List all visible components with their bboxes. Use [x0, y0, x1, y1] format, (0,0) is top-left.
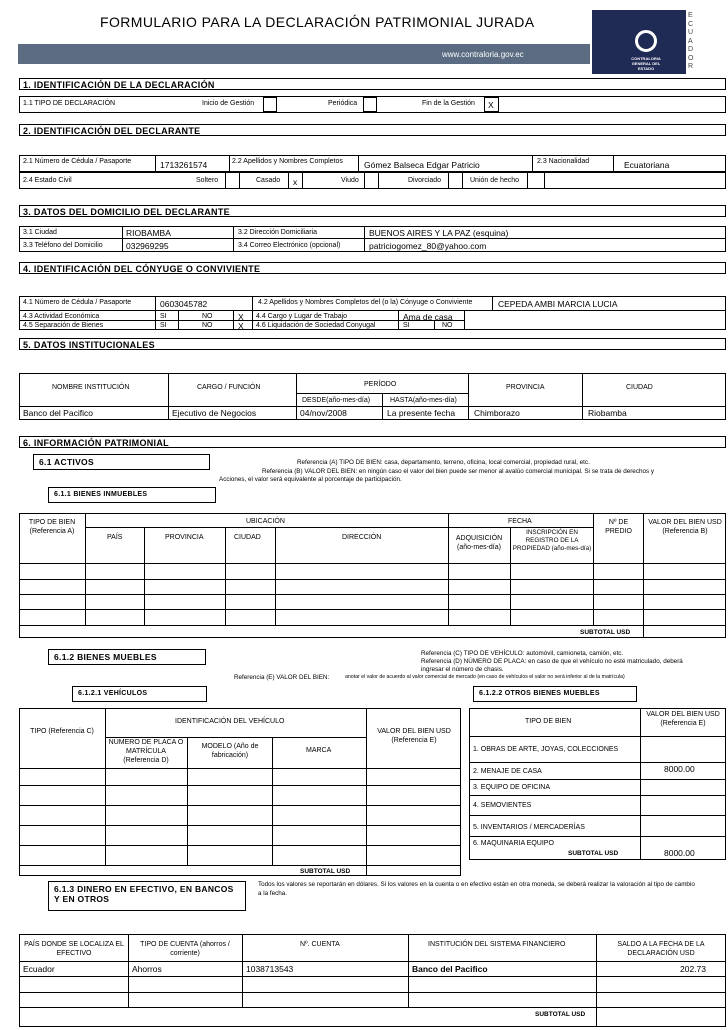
din-h-saldo: SALDO A LA FECHA DE LA DECLARACIÓN USD	[617, 941, 705, 957]
inm-h-insc: INSCRIPCIÓN EN REGISTRO DE LA PROPIEDAD (año-mes-día)	[512, 529, 592, 552]
s2-casado-mark: x	[293, 177, 298, 187]
ref-e: anotar el valor de acuerdo al valor comercial de mercado (en caso de vehículos el valor no será inferior al de la matrícula)	[345, 674, 625, 680]
section-2-title: 2. IDENTIFICACIÓN DEL DECLARANTE	[19, 124, 726, 136]
ref-e-label: Referencia (E) VALOR DEL BIEN:	[234, 674, 330, 681]
s5-inst: Banco del Pacifico	[23, 408, 93, 418]
s2-cedula-label: 2.1 Número de Cédula / Pasaporte	[23, 158, 132, 165]
inm-h-ubic: UBICACIÓN	[246, 518, 285, 525]
otros-h-valor: VALOR DEL BIEN USD (Referencia E)	[646, 711, 720, 727]
s4-nombres: CEPEDA AMBI MARCIA LUCIA	[498, 299, 618, 309]
inm-h-adq: ADQUISICIÓN (año-mes-día)	[455, 535, 503, 551]
ref-b: Referencia (B) VALOR DEL BIEN: en ningún caso el valor del bien puede ser menor al avalúo comercial municipal. Si se trata de derechos y	[262, 468, 655, 475]
veh-subtotal-label: SUBTOTAL USD	[300, 868, 351, 875]
s1-inicio: Inicio de Gestión	[202, 100, 255, 107]
s2-divorciado-check[interactable]	[448, 172, 463, 189]
ref-d2: ingresar el número de chasis.	[421, 666, 504, 673]
s2-soltero: Soltero	[196, 177, 219, 184]
s2-soltero-check[interactable]	[225, 172, 240, 189]
inm-h-fecha: FECHA	[508, 518, 532, 525]
section-5-title: 5. DATOS INSTITUCIONALES	[19, 338, 726, 350]
s4-liq-no: NO	[442, 322, 453, 329]
s2-civil-label: 2.4 Estado Civil	[23, 177, 72, 184]
s1-fin-mark: X	[488, 100, 494, 110]
logo-letters: ECUADOR	[688, 12, 695, 70]
din-saldo: 202.73	[680, 964, 706, 974]
inm-h-pais: PAÍS	[107, 534, 123, 541]
s5-ciudad: Riobamba	[588, 408, 627, 418]
otros-item: 1. OBRAS DE ARTE, JOYAS, COLECCIONES	[473, 746, 619, 753]
s4-cargo: Ama de casa	[403, 312, 453, 322]
s5-h-periodo: PERÍODO	[364, 381, 397, 388]
form-title: FORMULARIO PARA LA DECLARACIÓN PATRIMONIAL JURADA	[100, 14, 535, 30]
section-6-title: 6. INFORMACIÓN PATRIMONIAL	[19, 436, 726, 448]
s5-hasta: La presente fecha	[387, 408, 456, 418]
ref-c: Referencia (C) TIPO DE VEHÍCULO: automóvil, camioneta, camión, etc.	[421, 650, 624, 657]
veh-h-placa: NÚMERO DE PLACA O MATRÍCULA (Referencia D)	[108, 739, 184, 764]
otros-item: 5. INVENTARIOS / MERCADERÍAS	[473, 824, 585, 831]
otros-muebles-title: 6.1.2.2 OTROS BIENES MUEBLES	[473, 686, 637, 702]
din-num: 1038713543	[246, 964, 294, 974]
otros-h-tipo: TIPO DE BIEN	[525, 718, 572, 725]
s4-sep-no: NO	[202, 322, 213, 329]
otros-item: 6. MAQUINARIA EQUIPO	[473, 840, 554, 847]
otros-menaje-valor: 8000.00	[664, 764, 695, 774]
s4-act-label: 4.3 Actividad Económica	[23, 313, 100, 320]
s3-ciudad: RIOBAMBA	[126, 228, 171, 238]
din-tipo: Ahorros	[132, 964, 162, 974]
s5-h-cargo: CARGO / FUNCIÓN	[197, 384, 261, 391]
s5-desde: 04/nov/2008	[300, 408, 347, 418]
s4-liq-label: 4.6 Liquidación de Sociedad Conyugal	[256, 322, 376, 329]
s2-casado: Casado	[256, 177, 281, 184]
s2-viudo-check[interactable]	[364, 172, 379, 189]
inm-h-prov: PROVINCIA	[165, 534, 204, 541]
s4-act-mark: X	[238, 312, 244, 322]
s4-cedula: 0603045782	[160, 299, 208, 309]
ref-a: Referencia (A) TIPO DE BIEN: casa, departamento, terreno, oficina, local comercial, propiedad rural, etc.	[297, 459, 590, 466]
din-pais: Ecuador	[23, 964, 55, 974]
s3-correo-label: 3.4 Correo Electrónico (opcional)	[238, 242, 341, 249]
muebles-title: 6.1.2 BIENES MUEBLES	[48, 649, 206, 665]
s2-viudo: Viudo	[341, 177, 359, 184]
otros-item: 3. EQUIPO DE OFICINA	[473, 784, 551, 791]
logo-seal-icon	[635, 30, 657, 52]
activos-title: 6.1 ACTIVOS	[33, 454, 210, 470]
ref-b2: Acciones, el valor será equivalente al porcentaje de participación.	[219, 476, 402, 483]
din-inst: Banco del Pacifico	[412, 964, 488, 974]
inm-h-dir: DIRECCIÓN	[342, 534, 382, 541]
s4-act-no: NO	[202, 313, 213, 320]
inmuebles-title: 6.1.1 BIENES INMUEBLES	[48, 487, 216, 503]
din-h-inst: INSTITUCIÓN DEL SISTEMA FINANCIERO	[428, 941, 566, 948]
din-h-tipo: TIPO DE CUENTA (ahorros / corriente)	[140, 941, 230, 957]
s4-sep-si: SI	[160, 322, 167, 329]
header-url: www.contraloria.gov.ec	[442, 50, 524, 59]
s5-prov: Chimborazo	[474, 408, 520, 418]
veh-h-tipo: TIPO (Referencia C)	[30, 728, 94, 735]
s2-nombres-label: 2.2 Apellidos y Nombres Completos	[232, 158, 343, 165]
inm-h-predio: Nº DE PREDIO	[605, 519, 632, 535]
s5-h-prov: PROVINCIA	[506, 384, 545, 391]
s2-nombres: Gómez Balseca Edgar Patricio	[364, 160, 480, 170]
din-subtotal-label: SUBTOTAL USD	[535, 1011, 586, 1018]
vehiculos-title: 6.1.2.1 VEHÍCULOS	[72, 686, 207, 702]
s1-inicio-check[interactable]	[263, 97, 277, 112]
s1-periodica-check[interactable]	[363, 97, 377, 112]
section-3-title: 3. DATOS DEL DOMICILIO DEL DECLARANTE	[19, 205, 726, 217]
inm-h-tipo: TIPO DE BIEN (Referencia A)	[28, 519, 76, 535]
s5-h-hasta: HASTA(año-mes-día)	[390, 397, 457, 404]
dinero-title: 6.1.3 DINERO EN EFECTIVO, EN BANCOS Y EN OTROS	[48, 881, 246, 911]
otros-subtotal-label: SUBTOTAL USD	[568, 850, 619, 857]
otros-subtotal: 8000.00	[664, 848, 695, 858]
veh-h-ident: IDENTIFICACIÓN DEL VEHÍCULO	[175, 718, 285, 725]
s2-nac-label: 2.3 Nacionalidad	[537, 158, 590, 165]
s4-sep-mark: X	[238, 321, 244, 331]
din-h-num: Nº. CUENTA	[300, 941, 340, 948]
inm-subtotal-label: SUBTOTAL USD	[580, 629, 631, 636]
inm-h-valor: VALOR DEL BIEN USD (Referencia B)	[648, 519, 722, 535]
veh-h-valor: VALOR DEL BIEN USD (Referencia E)	[377, 728, 451, 744]
s4-cargo-label: 4.4 Cargo y Lugar de Trabajo	[256, 313, 348, 320]
otros-item: 2. MENAJE DE CASA	[473, 768, 542, 775]
ref-d: Referencia (D) NÚMERO DE PLACA: en caso de que el vehículo no esté matriculado, deberá	[421, 658, 683, 665]
otros-item: 4. SEMOVIENTES	[473, 802, 532, 809]
s4-cedula-label: 4.1 Número de Cédula / Pasaporte	[23, 299, 132, 306]
s3-correo: patriciogomez_80@yahoo.com	[369, 241, 487, 251]
logo-text: CONTRALORIA GENERAL DEL ESTADO	[631, 56, 661, 71]
veh-h-modelo: MODELO (Año de fabricación)	[201, 743, 259, 759]
inm-h-ciudad: CIUDAD	[234, 534, 261, 541]
s3-tel: 032969295	[126, 241, 169, 251]
s3-ciudad-label: 3.1 Ciudad	[23, 229, 57, 236]
s1-periodica: Periódica	[328, 100, 358, 107]
s2-union: Unión de hecho	[470, 177, 520, 184]
s5-h-inst: NOMBRE INSTITUCIÓN	[52, 384, 130, 391]
veh-h-marca: MARCA	[306, 747, 332, 754]
s5-h-ciudad: CIUDAD	[626, 384, 653, 391]
dinero-note: Todos los valores se reportarán en dólares. Si los valores en la cuenta o en efectivo están en otra moneda, se deberá realizar la valoración al tipo de cambio a la fecha.	[258, 881, 695, 897]
s3-tel-label: 3.3 Teléfono del Domicilio	[23, 242, 103, 249]
s4-nombres-label: 4.2 Apellidos y Nombres Completos del (o la) Cónyuge o Conviviente	[258, 299, 473, 306]
s3-dir-label: 3.2 Dirección Domiciliaria	[238, 229, 317, 236]
s2-divorciado: Divorciado	[408, 177, 442, 184]
section-1-title: 1. IDENTIFICACIÓN DE LA DECLARACIÓN	[19, 78, 726, 90]
s2-union-check[interactable]	[527, 172, 545, 189]
s4-sep-label: 4.5 Separación de Bienes	[23, 322, 104, 329]
s2-nac: Ecuatoriana	[624, 160, 670, 170]
s1-fin: Fin de la Gestión	[422, 100, 475, 107]
s2-cedula: 1713261574	[160, 160, 208, 170]
section-4-title: 4. IDENTIFICACIÓN DEL CÓNYUGE O CONVIVIENTE	[19, 262, 726, 274]
s4-liq-si: SI	[403, 322, 410, 329]
s1-tipo-label: 1.1 TIPO DE DECLARACIÓN	[23, 100, 116, 107]
s5-h-desde: DESDE(año-mes-día)	[302, 397, 371, 404]
s4-act-si: SI	[160, 313, 167, 320]
logo	[592, 10, 686, 74]
din-h-pais: PAÍS DONDE SE LOCALIZA EL EFECTIVO	[24, 941, 124, 957]
s5-cargo: Ejecutivo de Negocios	[172, 408, 257, 418]
s3-dir: BUENOS AIRES Y LA PAZ (esquina)	[369, 228, 509, 238]
